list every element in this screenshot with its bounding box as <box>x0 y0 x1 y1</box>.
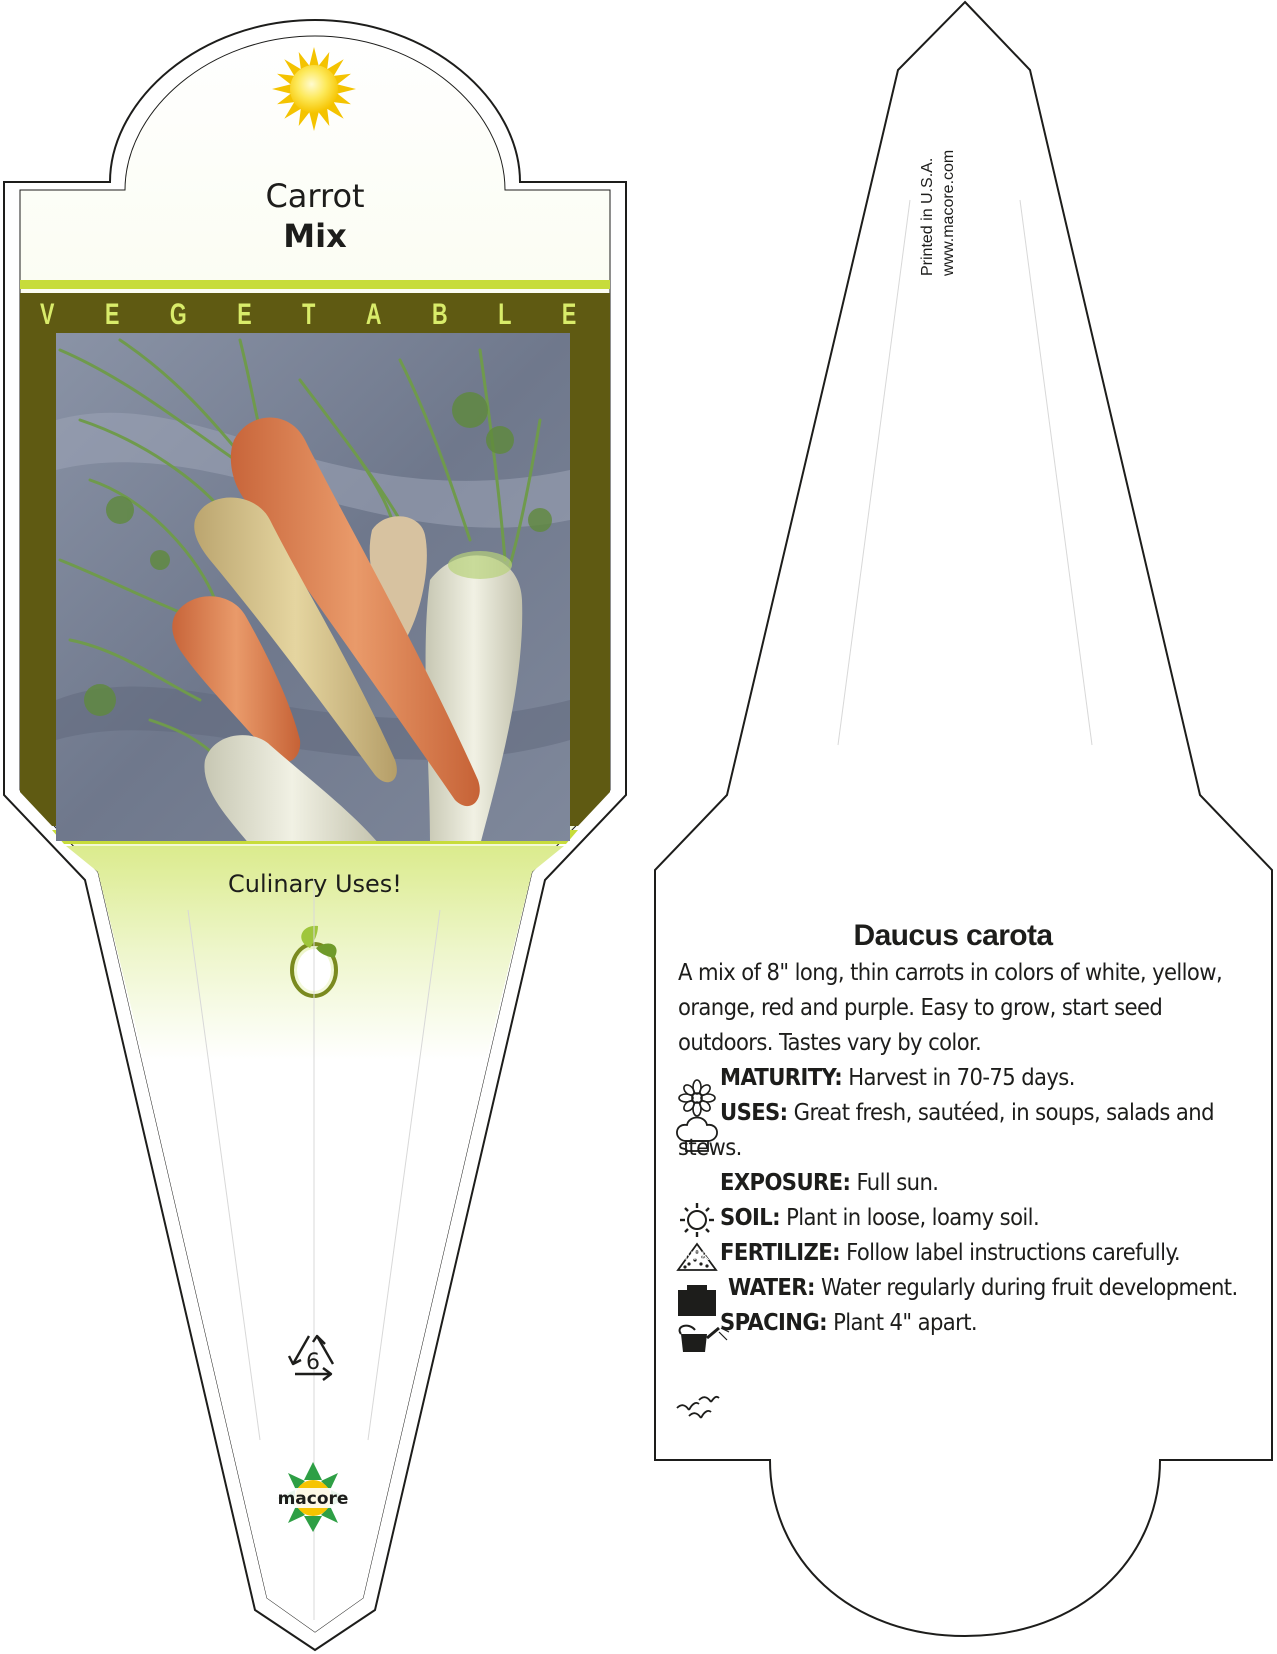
category-banner <box>40 298 576 332</box>
back-info <box>678 917 1238 1340</box>
care-label: SOIL: <box>720 1203 780 1231</box>
care-text: Harvest in 70-75 days. <box>848 1063 1075 1091</box>
npk-label: NPK <box>684 1249 710 1263</box>
tagline: Culinary Uses! <box>228 870 402 898</box>
care-label: EXPOSURE: <box>720 1168 851 1196</box>
category-letter: G <box>169 298 187 331</box>
category-letter: T <box>302 298 316 331</box>
care-label: FERTILIZE: <box>720 1238 840 1266</box>
care-text: Full sun. <box>856 1168 939 1196</box>
care-label: SPACING: <box>720 1308 827 1336</box>
care-maturity <box>678 1060 1238 1095</box>
description: A mix of 8" long, thin carrots in colors of white, yellow, orange, red and purple. Easy to grow, start seed outdoors. Tastes vary by color. <box>678 958 1223 1056</box>
category-letter: E <box>561 298 577 331</box>
print-info <box>917 76 963 276</box>
care-label: USES: <box>720 1098 788 1126</box>
care-label: WATER: <box>728 1273 815 1301</box>
care-exposure <box>678 1165 1238 1200</box>
category-letter: V <box>40 298 55 331</box>
variety-name: Mix <box>283 217 347 255</box>
care-label: MATURITY: <box>720 1063 843 1091</box>
category-letter: E <box>104 298 120 331</box>
care-text: Follow label instructions carefully. <box>846 1238 1181 1266</box>
care-text: Water regularly during fruit development. <box>820 1273 1238 1301</box>
back-tag-outline <box>655 2 1272 1636</box>
category-letter: E <box>237 298 252 331</box>
carrot-photo <box>56 333 570 845</box>
care-spacing <box>678 1305 1238 1340</box>
website: www.macore.com <box>940 149 957 276</box>
plant-name: Carrot <box>265 177 365 215</box>
care-text: Great fresh, sautéed, in soups, salads and stews. <box>678 1098 1214 1161</box>
category-letter: A <box>365 298 382 331</box>
recycle-number: 6 <box>306 1350 320 1375</box>
care-text: Plant in loose, loamy soil. <box>786 1203 1040 1231</box>
brand-name: macore <box>277 1489 349 1509</box>
printed-in: Printed in U.S.A. <box>919 157 936 276</box>
category-letter: L <box>498 298 512 331</box>
care-soil <box>678 1200 1238 1235</box>
care-uses <box>678 1095 1238 1165</box>
care-water <box>678 1270 1238 1305</box>
scientific-name: Daucus carota <box>853 919 1053 952</box>
category-letter: B <box>432 298 448 331</box>
care-text: Plant 4" apart. <box>833 1308 978 1336</box>
care-fertilize <box>678 1235 1238 1270</box>
